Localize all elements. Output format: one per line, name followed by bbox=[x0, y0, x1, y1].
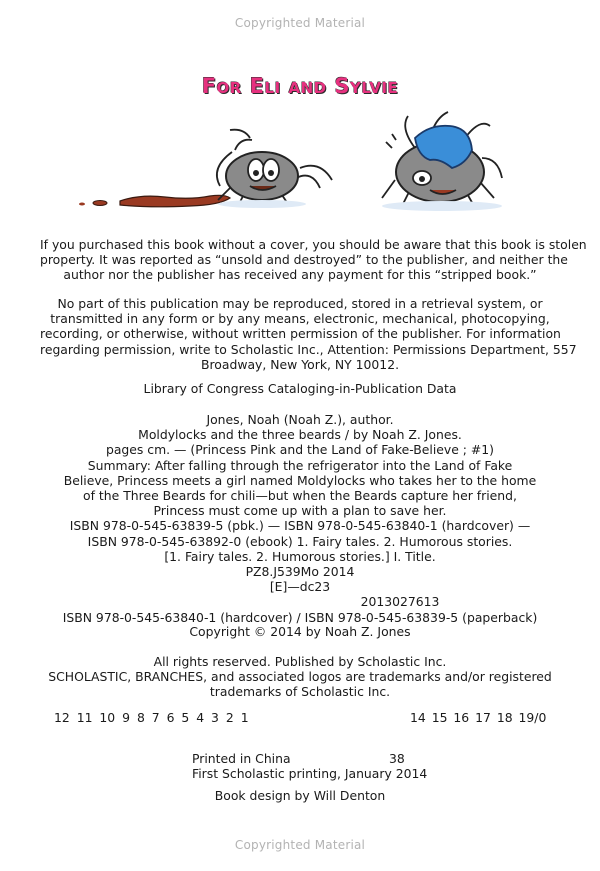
stripped-book-notice: If you purchased this book without a cover, you should be aware that this book is stolen property. It was reported as “unsold and destroyed” to the publisher, and neither the author nor the publisher has received any payment for this “stripped book.” bbox=[40, 237, 587, 283]
lccip-heading: Library of Congress Cataloging-in-Publication Data bbox=[143, 381, 457, 396]
rights-notice: All rights reserved. Published by Scholastic Inc. SCHOLASTIC, BRANCHES, and associated logos are trademarks and/or registered trademarks of Scholastic Inc. bbox=[48, 654, 552, 700]
print-numbers-right: 14 15 16 17 18 19/0 bbox=[410, 710, 547, 725]
copyright-line: Copyright © 2014 by Noah Z. Jones bbox=[189, 624, 411, 639]
printed-code: 38 bbox=[389, 751, 405, 766]
right-spider bbox=[382, 112, 502, 206]
print-numbers-left: 12 11 10 9 8 7 6 5 4 3 2 1 bbox=[54, 710, 249, 725]
first-printing: First Scholastic printing, January 2014 bbox=[192, 766, 428, 782]
dedication: For Eli and Sylvie bbox=[201, 74, 399, 98]
printed-in: Printed in China bbox=[192, 751, 291, 766]
chili-trail bbox=[79, 195, 230, 206]
book-design-credit: Book design by Will Denton bbox=[214, 788, 386, 803]
watermark-bottom: Copyrighted Material bbox=[234, 838, 366, 852]
watermark-top: Copyrighted Material bbox=[234, 16, 366, 30]
ground-snow bbox=[218, 200, 502, 211]
cip-data: Jones, Noah (Noah Z.), author. Moldylocks and the three beards / by Noah Z. Jones. pages cm. — (Princess Pink and the Land of Fake-Believe ; #1) Summary: After falling through the refrigerator into the Land of Fake Believe, Princess meets a girl named Moldylocks who takes her to the home of the Three Beards for chili—but when the Beards capture her friend, Princess must come up with a plan to save her. ISBN 978-0-545-63839-5 (pbk.) — ISBN 978-0-545-63840-1 (hardcover) — ISBN 978-0-545-63892-0 (ebook) 1. Fairy tales. 2. Humorous stories. [1. Fairy tales. 2. Humorous stories.] I. Title. PZ8.J539Mo 2014 [E]—dc23 2013027613 ISBN 978-0-545-63840-1 (hardcover) / ISBN 978-0-545-63839-5 (paperback) bbox=[62, 412, 538, 625]
permissions-notice: No part of this publication may be reproduced, stored in a retrieval system, or transmitted in any form or by any means, electronic, mechanical, photocopying, recording, or otherwise, without written permission of the publisher. For information regarding permission, write to Scholastic Inc., Attention: Permissions Department, 557 Broadway, New York, NY 10012. bbox=[40, 296, 577, 372]
left-spider bbox=[217, 130, 332, 206]
spider-illustration bbox=[70, 108, 530, 218]
printing-info bbox=[192, 751, 427, 781]
